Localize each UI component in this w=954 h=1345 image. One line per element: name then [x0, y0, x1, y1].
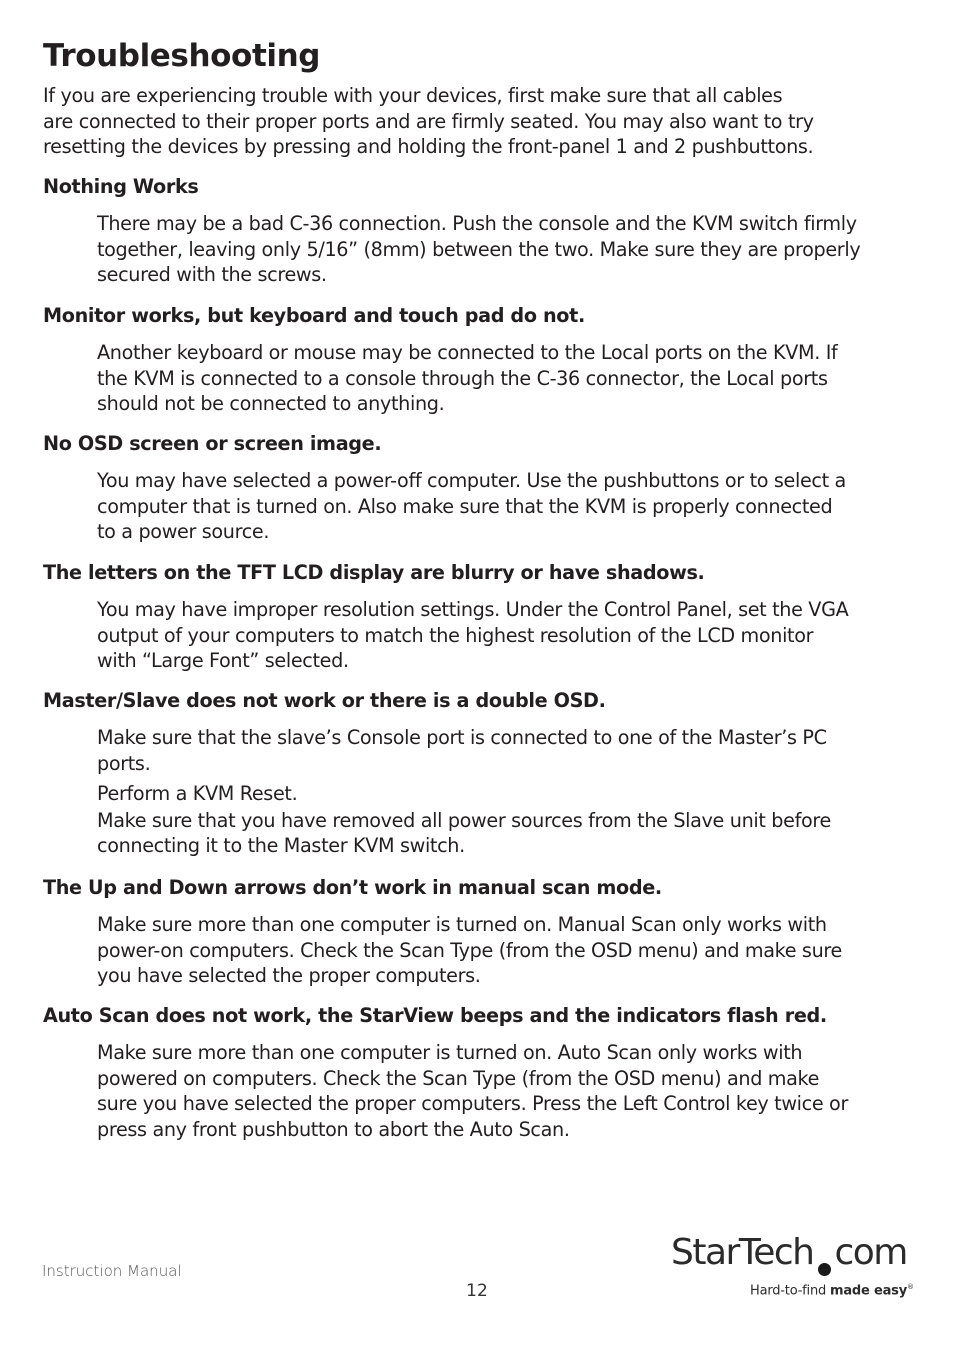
body-line: You may have selected a power-off computer. Use the pushbuttons or to select a	[97, 469, 846, 492]
body-line: powered on computers. Check the Scan Type (from the OSD menu) and make	[97, 1066, 820, 1090]
body-line: Another keyboard or mouse may be connected to the Local ports on the KVM. If	[97, 341, 838, 364]
intro-paragraph	[43, 83, 923, 160]
body-line: you have selected the proper computers.	[97, 964, 481, 988]
body-line: Perform a KVM Reset.	[97, 782, 298, 806]
logo-tagline	[750, 1283, 914, 1298]
body-line: connecting it to the Master KVM switch.	[97, 834, 465, 858]
body-line: You may have improper resolution settings. Under the Control Panel, set the VGA	[97, 598, 849, 621]
intro-line: resetting the devices by pressing and holding the front-panel 1 and 2 pushbuttons.	[43, 135, 814, 159]
section-body-no-osd	[97, 468, 846, 545]
page-title: Troubleshooting	[43, 38, 321, 74]
body-line: Make sure that the slave’s Console port is connected to one of the Master’s PC	[97, 726, 827, 749]
section-body-monitor-works	[97, 340, 837, 417]
body-line: There may be a bad C-36 connection. Push the console and the KVM switch firmly	[97, 212, 857, 235]
body-line: to a power source.	[97, 520, 270, 544]
section-body-arrows-manual-scan	[97, 912, 842, 989]
intro-line: If you are experiencing trouble with your devices, first make sure that all cables	[43, 84, 783, 107]
section-body-auto-scan	[97, 1040, 848, 1142]
logo-tagline-light: Hard-to-find	[750, 1283, 827, 1299]
body-line: press any front pushbutton to abort the Auto Scan.	[97, 1117, 570, 1141]
body-line: Make sure more than one computer is turned on. Manual Scan only works with	[97, 913, 827, 936]
section-heading-arrows-manual-scan: The Up and Down arrows don’t work in manual scan mode.	[43, 876, 662, 899]
intro-line: are connected to their proper ports and are firmly seated. You may also want to try	[43, 109, 814, 133]
body-line: Make sure that you have removed all power sources from the Slave unit before	[97, 808, 831, 832]
body-line: ports.	[97, 751, 151, 775]
page-number: 12	[466, 1281, 488, 1301]
section-body-master-slave	[97, 725, 831, 859]
body-line: secured with the screws.	[97, 263, 327, 287]
body-line: power-on computers. Check the Scan Type (from the OSD menu) and make sure	[97, 938, 842, 962]
section-heading-auto-scan: Auto Scan does not work, the StarView beeps and the indicators flash red.	[43, 1004, 827, 1027]
section-heading-monitor-works: Monitor works, but keyboard and touch pad do not.	[43, 304, 585, 327]
logo-wordmark-start: StarTech	[671, 1232, 814, 1273]
body-line: together, leaving only 5/16” (8mm) between the two. Make sure they are properly	[97, 237, 861, 261]
section-body-nothing-works	[97, 211, 860, 288]
body-line: Make sure more than one computer is turned on. Auto Scan only works with	[97, 1041, 803, 1064]
logo-tagline-bold: made easy	[830, 1283, 907, 1299]
logo-wordmark	[671, 1232, 907, 1273]
body-line: sure you have selected the proper computers. Press the Left Control key twice or	[97, 1092, 848, 1116]
body-line: with “Large Font” selected.	[97, 649, 349, 673]
section-heading-master-slave: Master/Slave does not work or there is a double OSD.	[43, 689, 606, 712]
body-line: output of your computers to match the highest resolution of the LCD monitor	[97, 623, 814, 647]
section-heading-nothing-works: Nothing Works	[43, 175, 199, 198]
footer-manual-label: Instruction Manual	[42, 1262, 182, 1280]
startech-logo	[665, 1232, 915, 1302]
section-body-blurry-letters	[97, 597, 848, 674]
body-line: the KVM is connected to a console through the C-36 connector, the Local ports	[97, 366, 828, 390]
logo-dot-icon	[818, 1263, 831, 1276]
registered-mark: ®	[906, 1283, 914, 1291]
logo-wordmark-end: com	[834, 1232, 907, 1273]
body-line: should not be connected to anything.	[97, 392, 445, 416]
body-line: computer that is turned on. Also make sure that the KVM is properly connected	[97, 494, 833, 518]
section-heading-blurry-letters: The letters on the TFT LCD display are blurry or have shadows.	[43, 561, 705, 584]
section-heading-no-osd: No OSD screen or screen image.	[43, 432, 382, 455]
